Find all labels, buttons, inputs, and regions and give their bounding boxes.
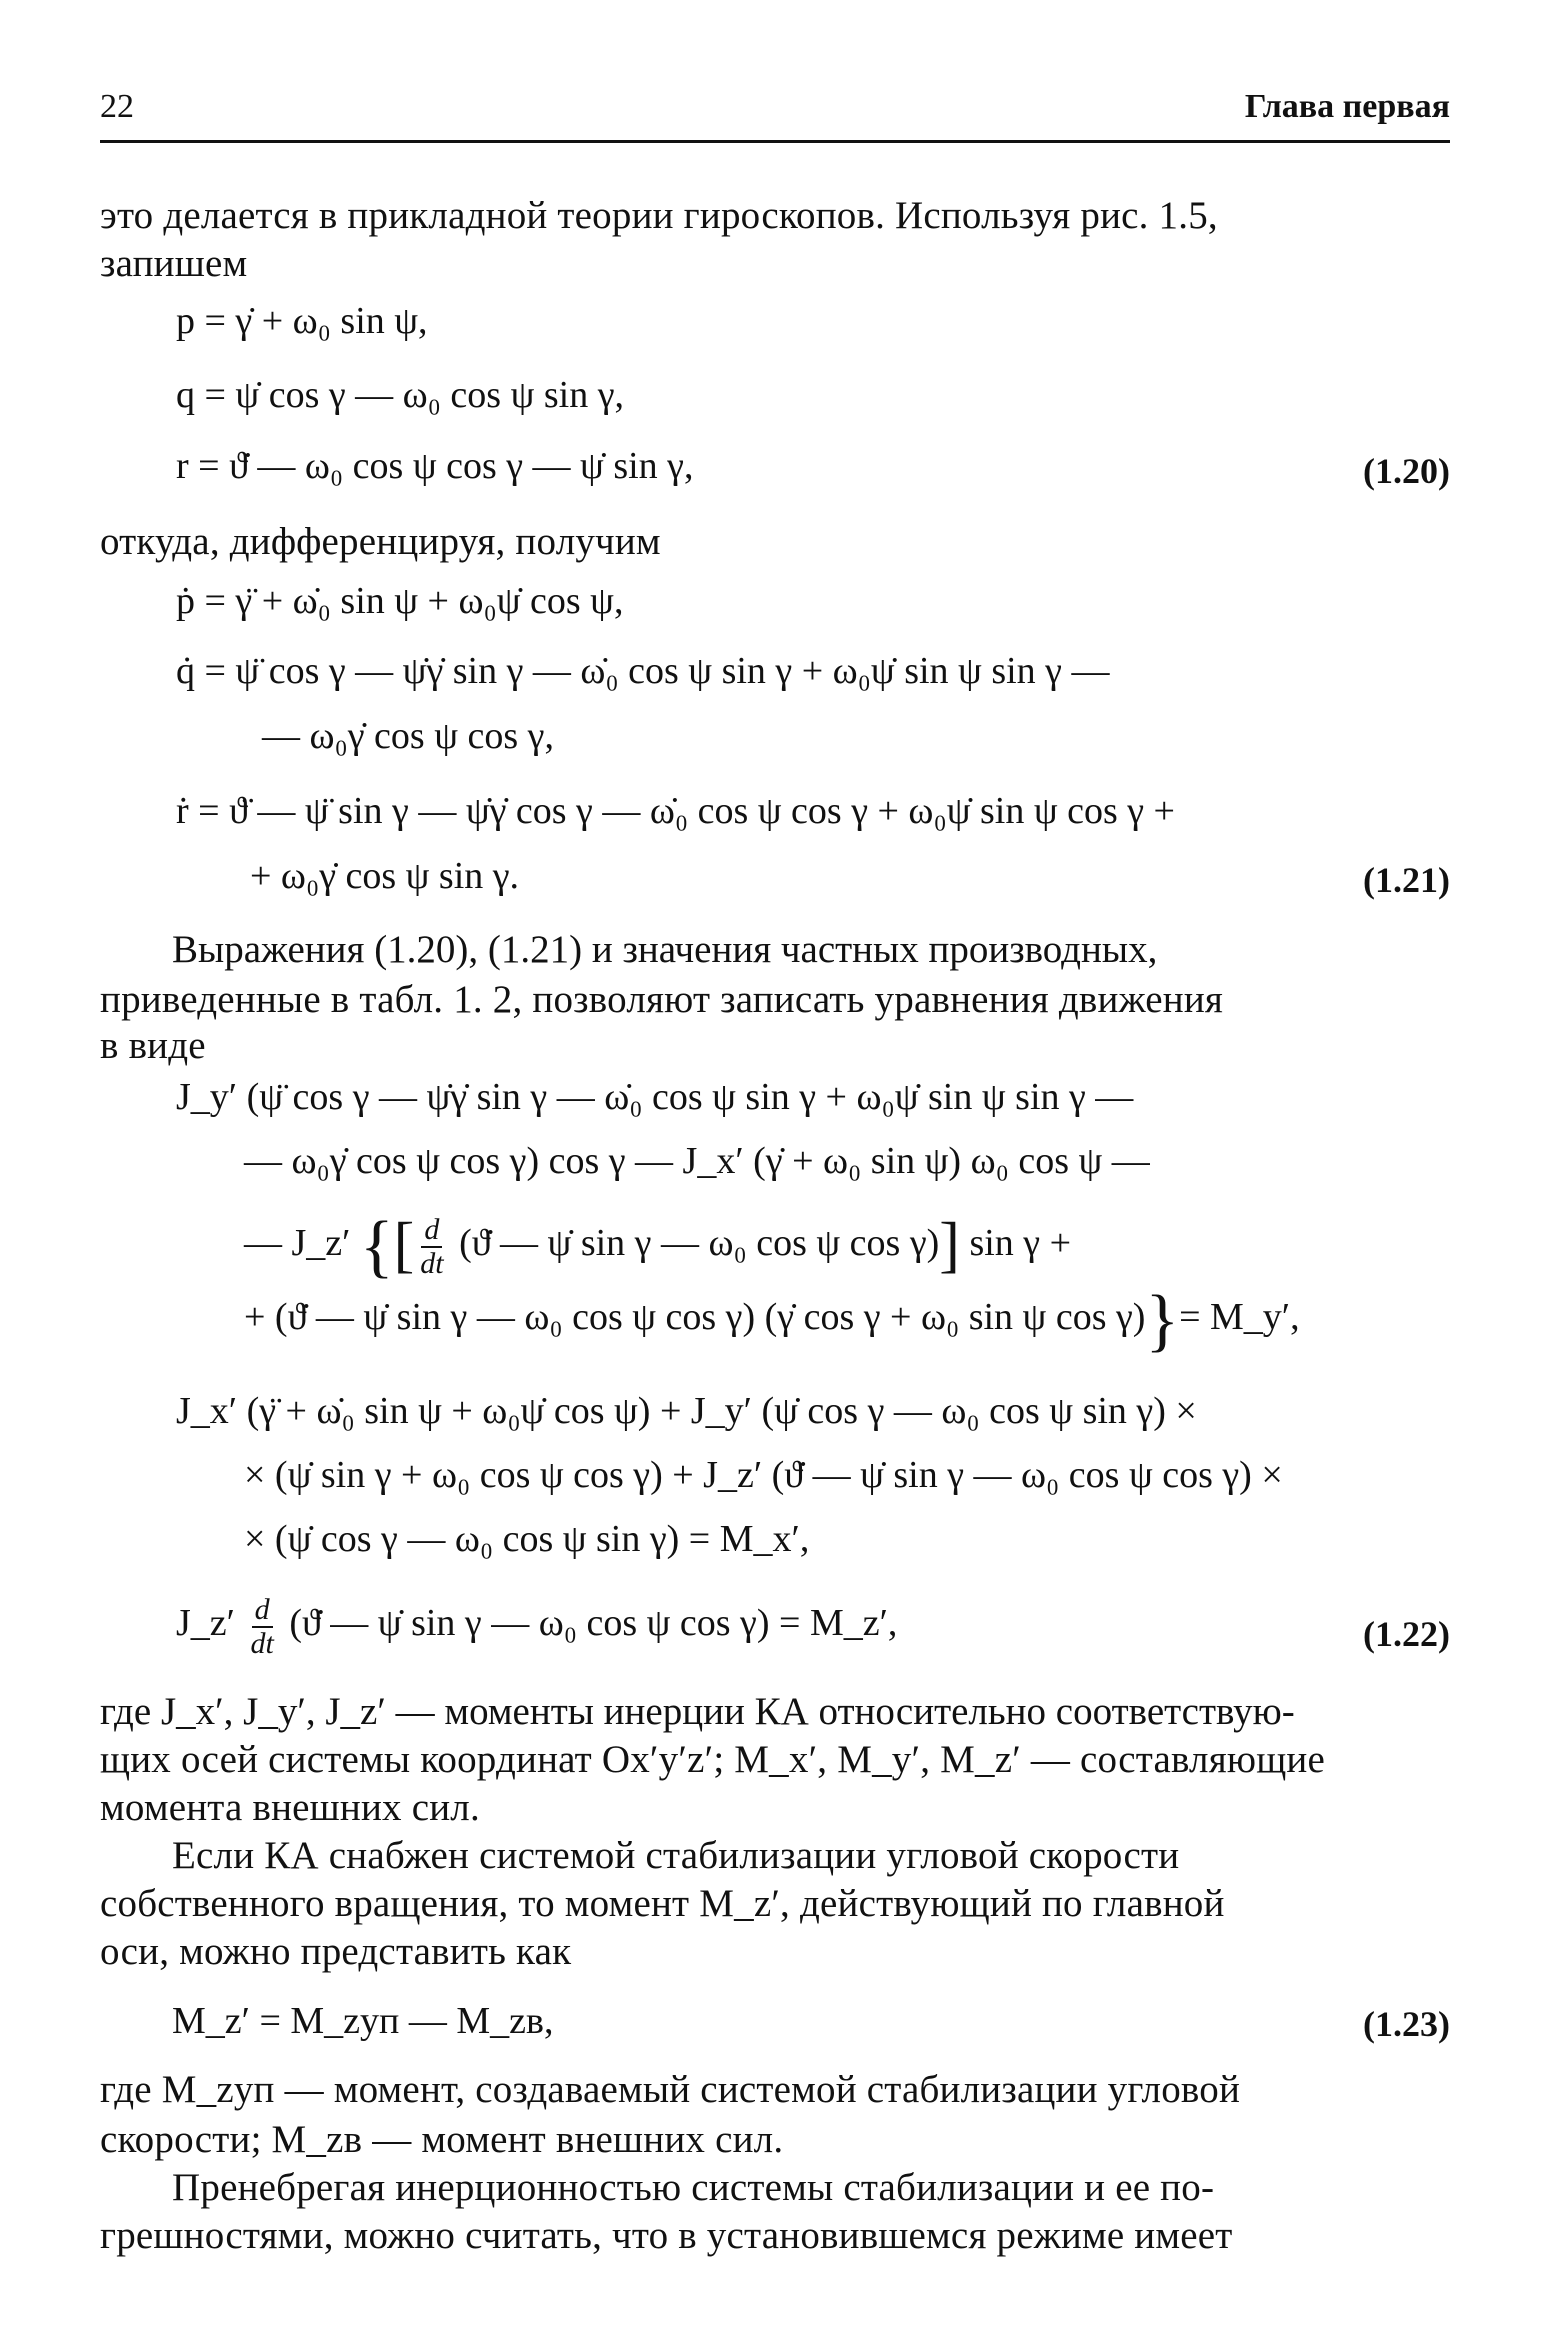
text-line: приведенные в табл. 1. 2, позволяют записать уравнения движения (100, 978, 1224, 1021)
formula-line: J_x′ (γ̈ + ω̇₀ sin ψ + ω₀ψ̇ cos ψ) + J_y′ (ψ̇ cos γ — ω₀ cos ψ sin γ) × (176, 1390, 1197, 1432)
formula-q-dot-1: q̇ = ψ̈ cos γ — ψ̇γ̇ sin γ — ω̇₀ cos ψ sin γ + ω₀ψ̇ sin ψ sin γ — (176, 650, 1110, 692)
text-line: грешностями, можно считать, что в установившемся режиме имеет (100, 2214, 1233, 2257)
formula-p: p = γ̇ + ω₀ sin ψ, (176, 300, 428, 342)
formula-part: J_z′ (176, 1602, 235, 1645)
formula-line (244, 1282, 1300, 1359)
text-line: откуда, дифференцируя, получим (100, 520, 661, 563)
text-line: скорости; M_zв — момент внешних сил. (100, 2118, 784, 2161)
formula-r-dot-2: + ω₀γ̇ cos ψ sin γ. (250, 855, 520, 897)
formula-part: sin γ + (969, 1222, 1072, 1265)
text-line: собственного вращения, то момент M_z′, действующий по главной (100, 1882, 1225, 1925)
chapter-title: Глава первая (1244, 88, 1450, 125)
page-number: 22 (100, 88, 134, 125)
text-line: щих осей системы координат Ox′y′z′; M_x′, M_y′, M_z′ — составляющие (100, 1738, 1326, 1781)
formula-q: q = ψ̇ cos γ — ω₀ cos ψ sin γ, (176, 374, 625, 416)
formula-line: J_y′ (ψ̈ cos γ — ψ̇γ̇ sin γ — ω̇₀ cos ψ sin γ + ω₀ψ̇ sin ψ sin γ — (176, 1076, 1134, 1118)
header-rule (100, 140, 1450, 143)
formula-line: × (ψ̇ sin γ + ω₀ cos ψ cos γ) + J_z′ (ϑ̇ — ψ̇ sin γ — ω₀ cos ψ cos γ) × (244, 1454, 1283, 1496)
formula-part: = M_y′, (1179, 1296, 1300, 1338)
formula-q-dot-2: — ω₀γ̇ cos ψ cos γ, (262, 715, 554, 757)
text-line: где J_x′, J_y′, J_z′ — моменты инерции КА относительно соответствую- (100, 1690, 1295, 1733)
open-brace: { (359, 1208, 394, 1286)
text-line: это делается в прикладной теории гироскопов. Используя рис. 1.5, (100, 194, 1218, 237)
text-line: Если КА снабжен системой стабилизации угловой скорости (172, 1834, 1180, 1877)
equation-number: (1.23) (1363, 2004, 1450, 2044)
formula-r-dot-1: ṙ = ϑ̈ — ψ̈ sin γ — ψ̇γ̇ cos γ — ω̇₀ cos ψ cos γ + ω₀ψ̇ sin ψ cos γ + (176, 790, 1175, 832)
formula-line: — ω₀γ̇ cos ψ cos γ) cos γ — J_x′ (γ̇ + ω₀ sin ψ) ω₀ cos ψ — (244, 1140, 1150, 1182)
equation-number: (1.20) (1363, 451, 1450, 491)
text-line: Выражения (1.20), (1.21) и значения частных производных, (172, 928, 1158, 971)
formula-line (176, 1594, 897, 1659)
formula-line (244, 1208, 1072, 1286)
close-brace: } (1145, 1282, 1180, 1359)
formula-part: (ϑ̇ — ψ̇ sin γ — ω₀ cos ψ cos γ) (459, 1222, 940, 1265)
formula-part: — J_z′ (244, 1222, 351, 1265)
formula-p-dot: ṗ = γ̈ + ω̇₀ sin ψ + ω₀ψ̇ cos ψ, (176, 580, 624, 622)
close-bracket: ] (939, 1211, 960, 1280)
formula-part: + (ϑ̇ — ψ̇ sin γ — ω₀ cos ψ cos γ) (γ̇ cos γ + ω₀ sin ψ cos γ) (244, 1296, 1146, 1338)
text-line: Пренебрегая инерционностью системы стабилизации и ее по- (172, 2166, 1215, 2209)
equation-number: (1.22) (1363, 1614, 1450, 1654)
formula-part: (ϑ̇ — ψ̇ sin γ — ω₀ cos ψ cos γ) = M_z′, (289, 1602, 898, 1645)
formula-line: × (ψ̇ cos γ — ω₀ cos ψ sin γ) = M_x′, (244, 1518, 810, 1560)
text-line: где M_zуп — момент, создаваемый системой стабилизации угловой (100, 2068, 1241, 2111)
formula-r: r = ϑ̇ — ω₀ cos ψ cos γ — ψ̇ sin γ, (176, 445, 694, 487)
text-line: в виде (100, 1024, 206, 1067)
equation-number: (1.21) (1363, 860, 1450, 900)
text-line: оси, можно представить как (100, 1930, 572, 1973)
formula-line: M_z′ = M_zуп — M_zв, (172, 2000, 554, 2042)
text-line: запишем (100, 242, 248, 285)
derivative-fraction: $\frac{d}{dt}$ (420, 1213, 444, 1280)
text-line: момента внешних сил. (100, 1786, 480, 1829)
derivative-fraction: $\frac{d}{dt}$ (250, 1593, 274, 1660)
open-bracket: [ (393, 1211, 415, 1280)
page-header (100, 88, 1450, 138)
